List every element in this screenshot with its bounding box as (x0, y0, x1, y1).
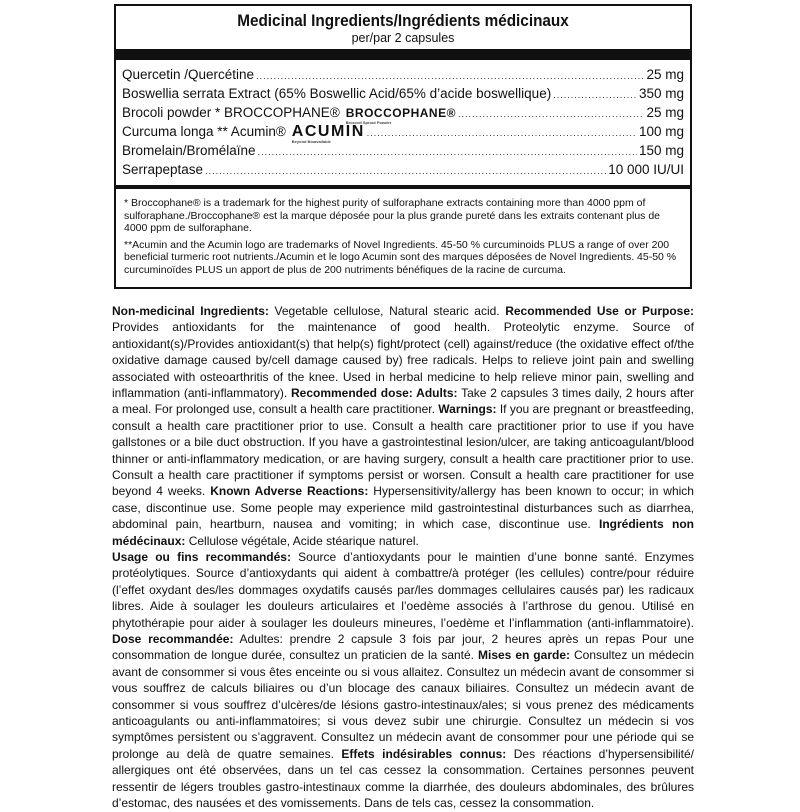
fr-warnings-text: Consultez un médecin avant de consommer si vous êtes enceinte ou si vous allaitez. Consultez un médecin avant de consommer si vous souffrez de calculs biliaires ou d’un blocage des canaux biliaires. Consultez un médecin avant de consommer si vous souffrez d’ulcères/de lésions gastro-intestinaux/ales; si vous prenez des médicaments anticoagulants ou anti-inflammatoires; si vous devez subir une chirurgie. Consultez un médecin si vos symptômes persistent ou s’aggravent. Consultez un médecin avant de consommer pour une période qui se prolonge au delà de quatre semaines. (112, 648, 694, 761)
trademark-notes (116, 189, 690, 276)
ingredient-amount: 25 mg (646, 105, 684, 120)
warnings-label: Warnings: (438, 402, 497, 417)
ingredient-name: Brocoli powder * BROCCOPHANE® (122, 105, 340, 120)
fr-use-label: Usage ou fins recommandés: (112, 550, 291, 564)
ingredient-name: Serrapeptase (122, 162, 204, 177)
warnings-text: If you are pregnant or breastfeeding, consult a health care practitioner prior to use. Consult a health care practitioner prior to use if you have gallstones or a bile duct obstruction. If you have a gastrointestinal lesion/ulcer, are taking anticoagulant/blood thinner or anti-inflammatory medication, or are having surgery, consult a health care practitioner prior to use. Consult a health care practitioner if symptoms persist or worsen. Consult a health care practitioner for use beyond 4 weeks. (112, 402, 694, 499)
adverse-text: Hypersensitivity/allergy has been known to occur; in which case, discontinue use. Some people may experience mild gastrointestinal disturbances such as diarrhea, abdominal pain, heartburn, nausea and vomiting; in which case, discontinue use. (112, 484, 694, 532)
medicinal-ingredients-panel (114, 4, 692, 289)
ingredient-row (122, 65, 684, 84)
ingredient-list (116, 60, 690, 179)
ingredient-name: Bromelain/Bromélaïne (122, 143, 256, 158)
fr-dose-text: Adultes: prendre 2 capsule 3 fois par jour, 2 heures après un repas Pour une consommation de longue durée, consultez un praticien de la santé. (112, 632, 695, 663)
fr-nonmed-text: Cellulose végétale, Acide stéarique naturel. (185, 533, 419, 548)
ingredient-name: Boswellia serrata Extract (65% Boswellic Acid/65% d’acide boswellique) (122, 86, 552, 101)
adverse-label: Known Adverse Reactions: (210, 484, 369, 499)
acumin-note: **Acumin and the Acumin logo are trademarks of Novel Ingredients. 45-50 % curcuminoids PLUS a range of over 200 beneficial turmeric root nutrients./Acumin et le logo Acumin sont des marques déposées de Novel Ingredients. 45-50 % curcuminoïdes PLUS un apport de plus de 200 nutriments bénéfiques de la racine de curcuma. (124, 238, 677, 276)
ingredient-name: Quercetin /Quercétine (122, 67, 255, 82)
english-directions (112, 303, 694, 549)
dose-text: Take 2 capsules 3 times daily, 2 hours after a meal. For prolonged use, consult a health care practitioner. (112, 386, 694, 417)
ingredient-amount: 150 mg (638, 143, 684, 158)
ingredient-row (122, 160, 684, 179)
leader-dots (553, 86, 637, 105)
ingredient-amount: 10 000 IU/UI (608, 162, 684, 177)
ingredient-amount: 100 mg (638, 124, 684, 139)
broccophane-note: * Broccophane® is a trademark for the highest purity of sulforaphane extracts containing more than 4000 ppm of sulforaphane./Broccophane® est la marque déposée pour la plus grande pureté dans les extraits contenant plus de 4000 ppm de sulforaphane. (124, 197, 661, 234)
dose-label: Recommended dose: Adults: (290, 386, 458, 401)
ingredient-row (122, 122, 684, 144)
panel-subtitle: per/par 2 capsules (351, 31, 455, 45)
use-text: Provides antioxidants for the maintenance of good health. Proteolytic enzyme. Source of antioxidant(s)/Provides antioxidant(s) that help(s) fight/protect (cell) against/reduce (the oxidative effect of/the oxidative damage caused by/cell damage caused by) free radicals. Helps to relieve joint pain and swelling associated with osteoarthritis of the knee. Used in herbal medicine to help relieve minor pain, swelling and inflammation (anti-inflammatory). (112, 320, 694, 401)
nonmed-label: Non-medicinal Ingredients: (112, 304, 269, 318)
acumin-logo-tagline: Beyond Bioavailable (291, 139, 331, 144)
leader-dots (258, 143, 637, 162)
acumin-logo-text: ACUMIN (291, 123, 365, 140)
nonmed-text: Vegetable cellulose, Natural stearic acid. (268, 304, 506, 318)
ingredient-row (122, 103, 684, 125)
fr-dose-label: Dose recommandée: (112, 632, 234, 647)
ingredient-amount: 350 mg (638, 86, 684, 101)
fr-adverse-label: Effets indésirables connus: (341, 746, 507, 761)
ingredient-row (122, 84, 684, 103)
ingredient-amount: 25 mg (646, 67, 684, 82)
leader-dots (205, 162, 606, 181)
panel-title: Medicinal Ingredients/Ingrédients médicinaux (237, 11, 569, 30)
french-directions (112, 549, 694, 812)
ingredient-row (122, 141, 684, 160)
broccophane-logo-tagline: Broccoli Sprout Powder (345, 120, 392, 125)
leader-dots (367, 124, 637, 143)
thick-divider (116, 49, 690, 60)
use-label: Recommended Use or Purpose: (505, 304, 695, 318)
fr-nonmed-label: Ingrédients non médécinaux: (112, 517, 694, 548)
leader-dots (458, 105, 645, 124)
fr-warnings-label: Mises en garde: (478, 648, 570, 663)
broccophane-logo-text: BROCCOPHANE® (345, 106, 456, 120)
fr-adverse-text: Des réactions d’hypersensibilité/ allergiques ont été observées, dans un tel cas cessez la consommation. Certaines personnes peuvent ressentir de légers troubles gastro-intestinaux comme la diarrhée, des douleurs abdominales, des brûlures d’estomac, des nausées et des vomissements. Dans de tels cas, cessez la consommation. (112, 746, 695, 811)
ingredient-name: Curcuma longa ** Acumin® (122, 124, 286, 139)
fr-use-text: Source d’antioxydants pour le maintien d’une bonne santé. Enzymes protéolytiques. Source d’antioxydants qui aident à combattre/à protéger (les cellules) contre/pour réduire (l’effet oxydant des/les dommages oxydatifs causés par/les dommages cellulaires causés par) les radicaux libres. Aide à soulager les douleurs articulaires et l’oedème associés à l’arthrose du genou. Utilisé en phytothérapie pour aider à soulager les douleurs mineures, l’oedème et l’inflammation (anti-inflammatoire). (112, 550, 694, 630)
